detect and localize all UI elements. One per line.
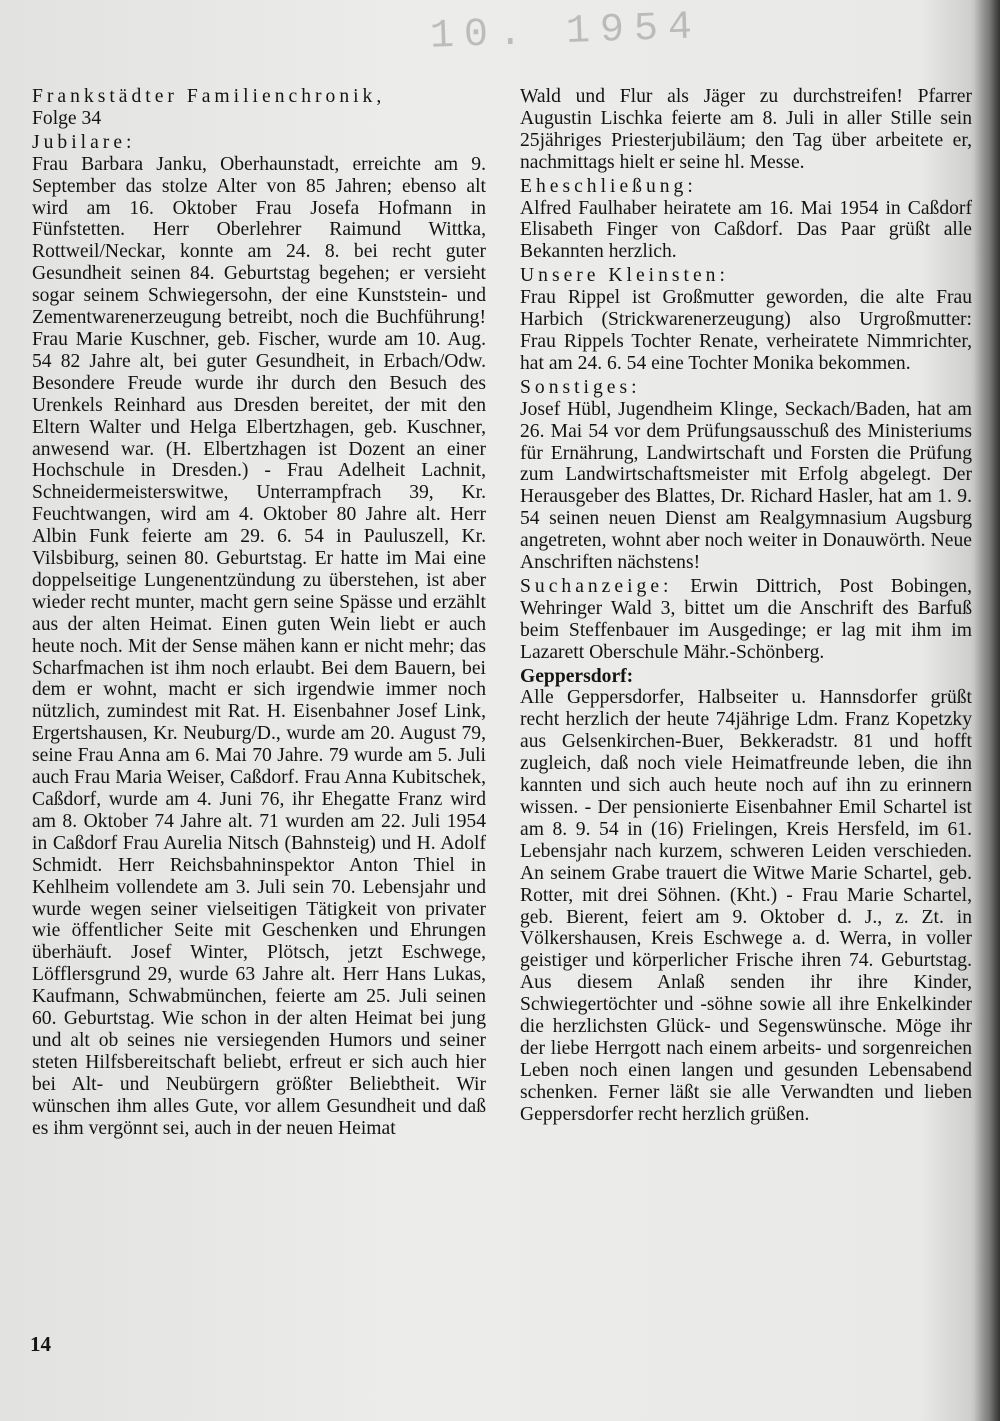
left-column	[32, 86, 486, 1140]
geppersdorf-text: Alle Geppersdorfer, Halbseiter u. Hannsdorfer grüßt recht herzlich der heute 74jährige Ldm. Franz Kopetzky aus Gelsenkirchen-Buer, Bekkeradstr. 81 und hofft zugleich, daß noch viele Heimatfreunde leben, die ihn kannten und sich auch heute noch auf ihn zu erinnern wissen. - Der pensionierte Eisenbahner Emil Schartel ist am 8. 9. 54 in (16) Frielingen, Kreis Hersfeld, im 61. Lebensjahr nach kurzem, schweren Leiden verschieden. An seinem Grabe trauert die Witwe Marie Schartel, geb. Rotter, mit drei Söhnen. (Kht.) - Frau Marie Schartel, geb. Bierent, feiert am 9. Oktober d. J., z. Zt. in Völkershausen, Kreis Eschwege a. d. Werra, in voller geistiger und körperlicher Frische ihren 74. Geburtstag. Aus diesem Anlaß senden ihr ihre Kinder, Schwiegertöchter und -söhne sowie all ihre Enkelkinder die herzlichsten Glück- und Segenswünsche. Möge ihr der liebe Herrgott nach einem arbeits- und sorgenreichen Leben noch einen langen und gesunden Lebensabend schenken. Ferner läßt sie alle Verwandten und lieben Geppersdorfer recht herzlich grüßen.	[520, 687, 972, 1125]
section-heading-eheschliessung: Eheschließung:	[520, 175, 697, 197]
section-heading-sonstiges: Sonstiges:	[520, 376, 641, 398]
binding-shadow	[974, 0, 1000, 1421]
section-heading-jubilare: Jubilare:	[32, 131, 136, 153]
section-heading-kleinsten: Unsere Kleinsten:	[520, 265, 729, 287]
chronicle-subtitle: Folge 34	[32, 107, 102, 129]
section-heading-geppersdorf: Geppersdorf:	[520, 665, 634, 687]
eheschliessung-text: Alfred Faulhaber heiratete am 16. Mai 1954 in Caßdorf Elisabeth Finger von Caßdorf. Das Paar grüßt alle Bekannten herzlich.	[520, 197, 972, 263]
search-notice-label: Suchanzeige:	[520, 575, 673, 597]
chronicle-title: Frankstädter Familienchronik,	[32, 86, 386, 107]
sonstiges-text: Josef Hübl, Jugendheim Klinge, Seckach/Baden, hat am 26. Mai 54 vor dem Prüfungsausschuß des Ministeriums für Ernährung, Landwirtschaft und Forsten die Prüfung zum Landwirtschaftsmeister mit Erfolg abgelegt. Der Herausgeber des Blattes, Dr. Richard Hasler, hat am 1. 9. 54 seinen neuen Dienst am Realgymnasium Augsburg angetreten, wohnt aber noch weiter in Donauwörth. Neue Anschriften nächstens!	[520, 398, 972, 574]
search-notice	[520, 576, 972, 664]
search-notice-text: Erwin Dittrich, Post Bobingen, Wehringer Wald 3, bittet um die Anschrift des Barfuß beim Steffenbauer im Ausgedinge; er lag mit ihm im Lazarett Oberschule Mähr.-Schönberg.	[520, 575, 972, 663]
continuation-text: Wald und Flur als Jäger zu durchstreifen! Pfarrer Augustin Lischka feierte am 8. Juli in aller Stille sein 25jähriges Priesterjubiläum; den Tag über arbeitete er, nachmittags hielt er seine hl. Messe.	[520, 86, 972, 173]
page-number: 14	[30, 1332, 51, 1356]
kleinsten-text: Frau Rippel ist Großmutter geworden, die alte Frau Harbich (Strickwarenerzeugung) also Urgroßmutter: Frau Rippels Tochter Renate, verheiratete Nimmrichter, hat am 24. 6. 54 eine Tochter Monika bekommen.	[520, 287, 972, 374]
jubilare-text: Frau Barbara Janku, Oberhaunstadt, erreichte am 9. September das stolze Alter von 85 Jahren; ebenso alt wird am 16. Oktober Frau Josefa Hofmann in Fünfstetten. Herr Oberlehrer Raimund Wittka, Rottweil/Neckar, konnte am 24. 8. bei recht guter Gesundheit seinen 84. Geburtstag begehen; er versieht sogar seinem Schwiegersohn, der eine Kunststein- und Zementwarenerzeugung betreibt, noch die Buchführung! Frau Marie Kuschner, geb. Fischer, wurde am 10. Aug. 54 82 Jahre alt, bei guter Gesundheit, in Erbach/Odw. Besondere Freude wurde ihr durch den Besuch des Urenkels Reinhard aus Dresden bereitet, der mit den Eltern Walter und Helga Elbertzhagen, geb. Kuschner, anwesend war. (H. Elbertzhagen ist Dozent an einer Hochschule in Dresden.) - Frau Adelheit Lachnit, Schneidermeisterswitwe, Unterrampfrach 39, Kr. Feuchtwangen, wird am 4. Oktober 80 Jahre alt. Herr Albin Funk feierte am 29. 6. 54 in Pauluszell, Kr. Vilsbiburg, seinen 80. Geburtstag. Er hatte im Mai eine doppelseitige Lungenentzündung zu überstehen, ist aber wieder recht munter, macht gern seine Spässe und erzählt aus der alten Heimat. Einen guten Wein liebt er auch heute noch. Mit der Sense mähen kann er nicht mehr; das Scharfmachen ist ihm noch erlaubt. Bei dem Bauern, bei dem er wohnt, macht er sich irgendwie immer noch nützlich, zumindest mit Rat. H. Eisenbahner Josef Link, Ergertshausen, Kr. Neuburg/D., wurde am 20. August 79, seine Frau Anna am 6. Mai 70 Jahre. 79 wurde am 5. Juli auch Frau Maria Weiser, Caßdorf. Frau Anna Kubitschek, Caßdorf, wurde am 4. Juni 76, ihr Ehegatte Franz wird am 8. Oktober 74 Jahre alt. 71 wurden am 22. Juli 1954 in Caßdorf Frau Aurelia Nitsch (Bahnsteig) und H. Adolf Schmidt. Herr Reichsbahninspektor Anton Thiel in Kehlheim vollendete am 3. Juli sein 70. Lebensjahr und wurde wegen seiner vielseitigen Tätigkeit von privater wie öffentlicher Seite mit Geschenken und Ehrungen überhäuft. Josef Winter, Plötsch, jetzt Eschwege, Löfflersgrund 29, wurde 63 Jahre alt. Herr Hans Lukas, Kaufmann, Schwabmünchen, feierte am 25. Juli seinen 60. Geburtstag. Wie schon in der alten Heimat bei jung und alt ob seines nie versiegenden Humors und seiner steten Hilfsbereitschaft beliebt, erfreut er sich auch hier bei Alt- und Neubürgern größter Beliebtheit. Wir wünschen ihm alles Gute, vor allem Gesundheit und daß es ihm vergönnt sei, auch in der neuen Heimat	[32, 153, 486, 1139]
right-column	[520, 86, 972, 1126]
date-stamp: 10. 1954	[429, 5, 703, 60]
